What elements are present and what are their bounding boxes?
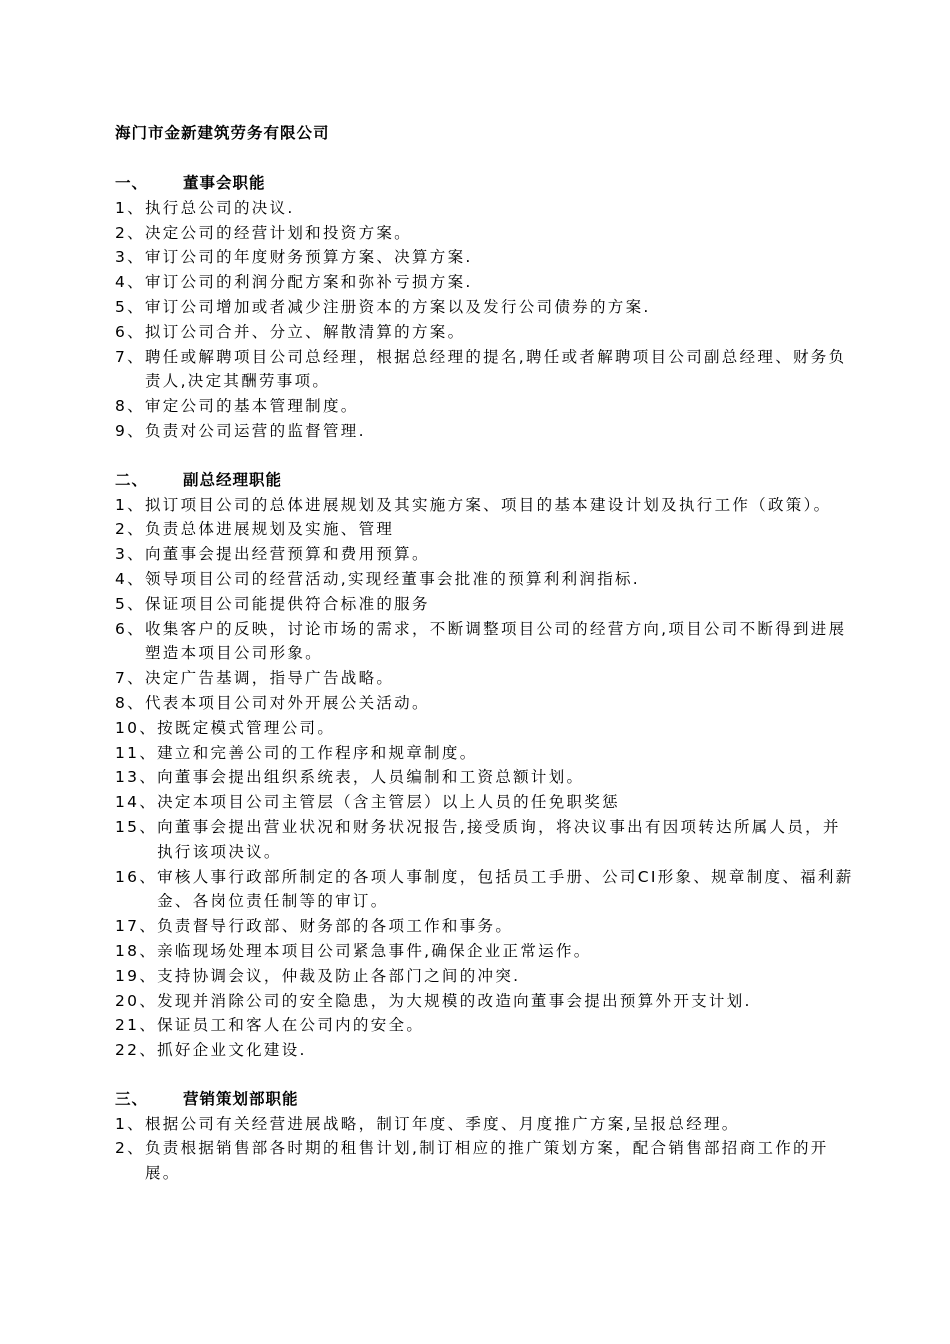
company-name: 海门市金新建筑劳务有限公司 [115, 124, 330, 142]
list-item [115, 914, 855, 939]
list-item [115, 542, 855, 567]
list-item [115, 790, 855, 815]
section-title: 副总经理职能 [183, 470, 283, 489]
item-number: 2、 [115, 223, 145, 242]
item-number: 16、 [115, 867, 158, 886]
section-title: 营销策划部职能 [183, 1089, 299, 1108]
item-text: 发现并消除公司的安全隐患，为大规模的改造向董事会提出预算外开支计划. [157, 991, 752, 1010]
list-item [115, 567, 855, 592]
list-item [115, 1013, 855, 1038]
list-item [115, 221, 855, 246]
list-item [115, 493, 855, 518]
document-page [115, 121, 855, 1210]
list-item [115, 592, 855, 617]
item-text: 审订公司增加或者减少注册资本的方案以及发行公司债券的方案. [144, 297, 651, 316]
item-number: 2、 [115, 520, 145, 539]
item-number: 3、 [115, 248, 145, 267]
item-text: 拟订公司合并、分立、解散清算的方案。 [144, 322, 466, 341]
item-number: 20、 [115, 991, 158, 1010]
item-number: 7、 [115, 669, 145, 688]
list-item [115, 270, 855, 295]
item-text: 支持协调会议，仲裁及防止各部门之间的冲突. [157, 966, 521, 985]
item-text: 向董事会提出营业状况和财务状况报告,接受质询，将决议事出有因项转达所属人员，并执行该项决议。 [157, 817, 841, 861]
section [115, 171, 855, 444]
item-text: 决定本项目公司主管层（含主管层）以上人员的任免职奖惩 [157, 793, 620, 812]
list-item [115, 617, 855, 667]
item-text: 负责对公司运营的监督管理. [144, 421, 366, 440]
list-item [115, 765, 855, 790]
item-text: 向董事会提出经营预算和费用预算。 [144, 545, 430, 564]
item-number: 8、 [115, 397, 145, 416]
item-text: 负责总体进展规划及实施、管理 [144, 520, 395, 539]
item-number: 2、 [115, 1139, 145, 1158]
item-number: 13、 [115, 768, 158, 787]
section-title: 董事会职能 [183, 174, 266, 192]
item-text: 领导项目公司的经营活动,实现经董事会批准的预算利利润指标. [144, 569, 641, 588]
item-text: 负责督导行政部、财务部的各项工作和事务。 [157, 917, 514, 936]
item-number: 10、 [115, 718, 158, 737]
section-number: 三、 [115, 1089, 149, 1108]
item-number: 1、 [115, 198, 145, 217]
item-number: 15、 [115, 817, 158, 836]
item-number: 9、 [115, 421, 145, 440]
item-number: 7、 [115, 347, 145, 366]
item-text: 建立和完善公司的工作程序和规章制度。 [157, 743, 478, 762]
list-item [115, 741, 855, 766]
item-number: 6、 [115, 619, 145, 638]
item-number: 14、 [115, 793, 158, 812]
item-text: 根据公司有关经营进展战略，制订年度、季度、月度推广方案,呈报总经理。 [144, 1114, 740, 1133]
list-item [115, 196, 855, 221]
list-item [115, 964, 855, 989]
item-number: 17、 [115, 917, 158, 936]
item-text: 审订公司的利润分配方案和弥补亏损方案. [144, 273, 473, 292]
section [115, 1087, 855, 1186]
item-text: 聘任或解聘项目公司总经理，根据总经理的提名,聘任或者解聘项目公司副总经理、财务负责人,决定其酬劳事项。 [144, 347, 847, 391]
list-item [115, 245, 855, 270]
item-number: 18、 [115, 941, 158, 960]
list-item [115, 394, 855, 419]
section-number: 一、 [115, 174, 149, 192]
item-number: 3、 [115, 545, 145, 564]
list-item [115, 419, 855, 444]
item-number: 4、 [115, 273, 145, 292]
item-number: 6、 [115, 322, 145, 341]
list-item [115, 691, 855, 716]
item-number: 11、 [115, 743, 158, 762]
item-number: 8、 [115, 693, 145, 712]
item-text: 审核人事行政部所制定的各项人事制度，包括员工手册、公司CI形象、规章制度、福利薪金、各岗位责任制等的审订。 [157, 867, 854, 911]
item-text: 拟订项目公司的总体进展规划及其实施方案、项目的基本建设计划及执行工作（政策）。 [144, 495, 832, 514]
item-number: 1、 [115, 1114, 145, 1133]
item-text: 按既定模式管理公司。 [157, 718, 336, 737]
section-heading [115, 468, 855, 493]
item-number: 22、 [115, 1041, 158, 1060]
item-number: 4、 [115, 569, 145, 588]
list-item [115, 989, 855, 1014]
item-number: 21、 [115, 1016, 158, 1035]
section-heading [115, 1087, 855, 1112]
item-text: 负责根据销售部各时期的租售计划,制订相应的推广策划方案，配合销售部招商工作的开展。 [144, 1139, 829, 1183]
list-item [115, 345, 855, 395]
list-item [115, 295, 855, 320]
item-text: 抓好企业文化建设. [157, 1041, 307, 1060]
section-number: 二、 [115, 470, 149, 489]
list-item [115, 716, 855, 741]
item-text: 代表本项目公司对外开展公关活动。 [144, 693, 430, 712]
item-number: 1、 [115, 495, 145, 514]
list-item [115, 517, 855, 542]
item-text: 保证员工和客人在公司内的安全。 [157, 1016, 425, 1035]
section-heading [115, 171, 855, 196]
item-text: 向董事会提出组织系统表，人员编制和工资总额计划。 [157, 768, 585, 787]
item-text: 亲临现场处理本项目公司紧急事件,确保企业正常运作。 [157, 941, 592, 960]
list-item [115, 865, 855, 915]
item-number: 5、 [115, 297, 145, 316]
item-text: 审定公司的基本管理制度。 [144, 397, 359, 416]
list-item [115, 815, 855, 865]
item-text: 决定广告基调，指导广告战略。 [144, 669, 395, 688]
item-number: 19、 [115, 966, 158, 985]
section [115, 468, 855, 1063]
sections-container [115, 171, 855, 1186]
item-text: 收集客户的反映，讨论市场的需求，不断调整项目公司的经营方向,项目公司不断得到进展塑造本项目公司形象。 [144, 619, 847, 663]
item-text: 执行总公司的决议. [144, 198, 295, 217]
item-text: 决定公司的经营计划和投资方案。 [144, 223, 412, 242]
list-item [115, 1038, 855, 1063]
item-text: 审订公司的年度财务预算方案、决算方案. [144, 248, 473, 267]
item-text: 保证项目公司能提供符合标准的服务 [144, 594, 430, 613]
list-item [115, 939, 855, 964]
list-item [115, 320, 855, 345]
list-item [115, 1136, 855, 1186]
item-number: 5、 [115, 594, 145, 613]
list-item [115, 1112, 855, 1137]
list-item [115, 666, 855, 691]
